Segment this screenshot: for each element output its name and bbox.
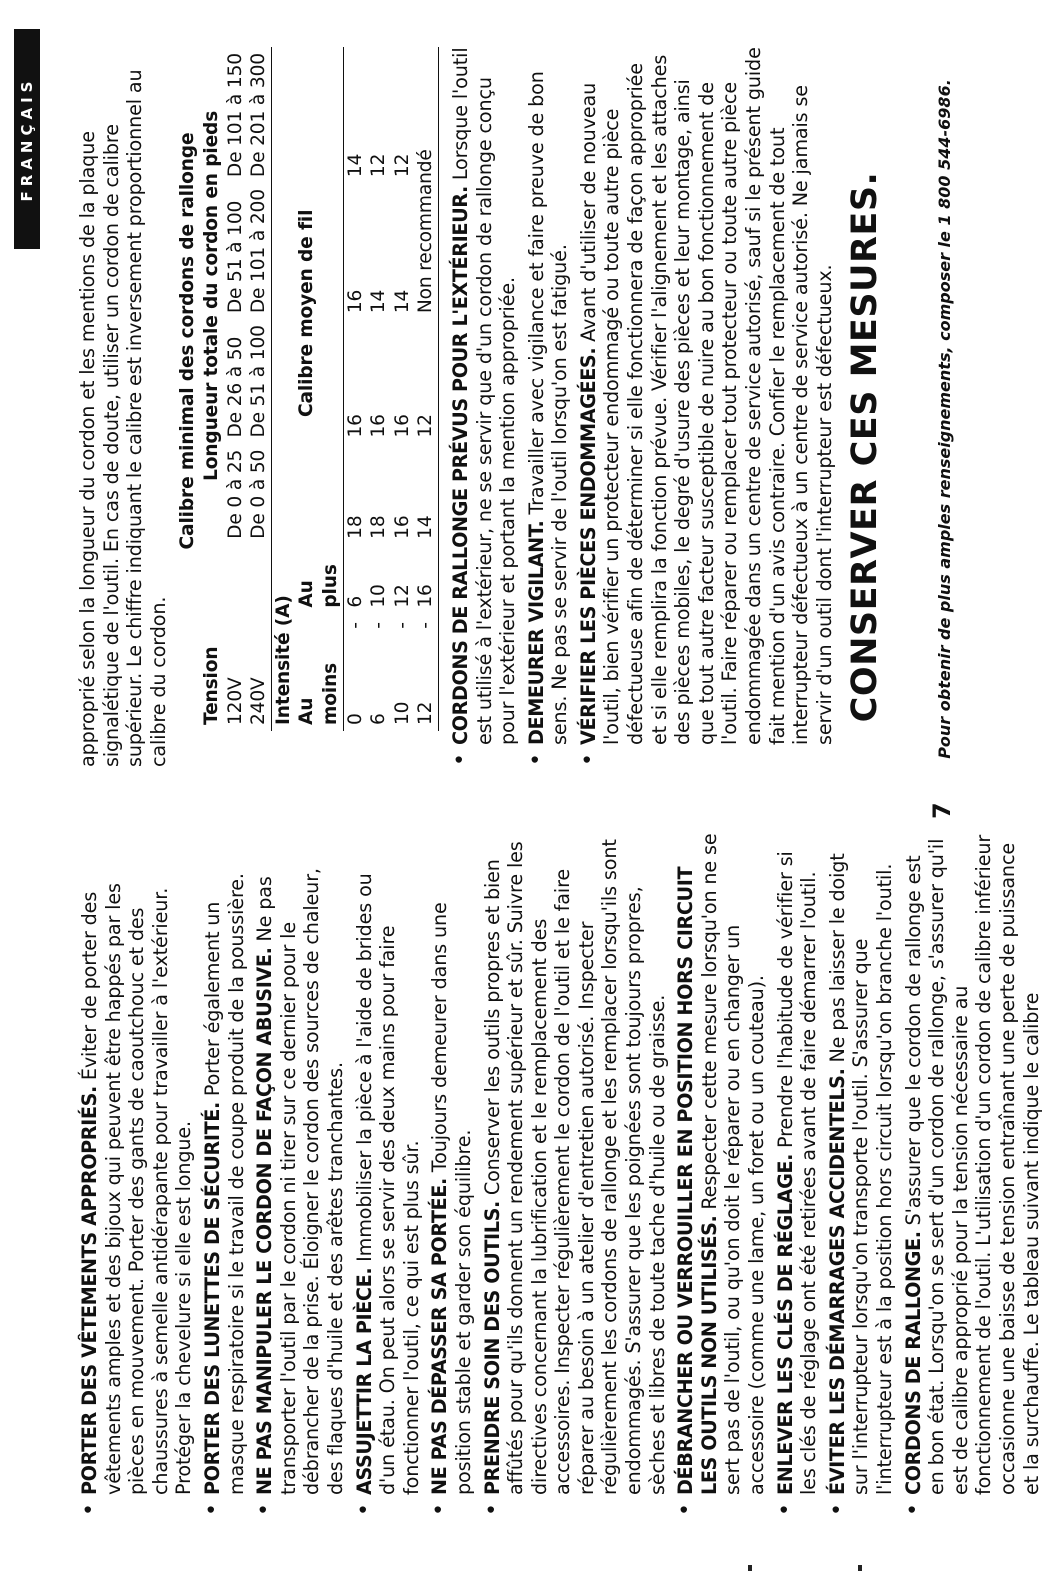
gauge-value: 16	[344, 414, 366, 438]
page-number: 7	[928, 802, 956, 819]
amp-max: 10	[368, 584, 390, 608]
bullet-icon: •	[772, 1503, 798, 1516]
gauge-label: Calibre moyen de fil	[296, 209, 318, 417]
amp-max: 12	[391, 584, 413, 608]
footer-note: Pour obtenir de plus amples renseignements, composer le 1 800 544-6986.	[935, 79, 954, 759]
item-title: CORDONS DE RALLONGE.	[901, 1231, 925, 1495]
amp-min: 12	[414, 637, 438, 731]
gauge-grid	[200, 47, 439, 731]
amp-max: 6	[344, 595, 366, 608]
item-text: Respecter cette mesure lorsqu'on ne se sert pas de l'outil, ou qu'on doit le réparer ou en changer un accessoire (comme une lame, un foret ou un couteau).	[697, 833, 769, 1495]
item-title: ÉVITER LES DÉMARRAGES ACCIDENTELS.	[825, 1068, 849, 1495]
left-item	[253, 833, 347, 1517]
range-240-1: De 0 à 50	[247, 444, 271, 545]
gauge-value: 16	[368, 414, 390, 438]
left-item	[201, 833, 248, 1517]
bullet-icon: •	[77, 1503, 102, 1516]
gauge-row	[343, 47, 367, 731]
bullet-icon: •	[575, 753, 601, 766]
bullet-icon: •	[199, 1503, 225, 1516]
gauge-value: 16	[391, 515, 413, 539]
voltage-120: 120V	[224, 677, 246, 725]
item-text: Avant d'utiliser de nouveau l'outil, bien vérifier un protecteur endommagé ou toute autre pièce défectueuse afin de déterminer si elle fonctionnera de façon appropriée et si elle remplira la fonction prévue. Vérifier l'alignement et les attaches des pièces mobiles, le degré d'usure des pièces et leur montage, ainsi que tout autre facteur susceptible de nuire au bon fonctionnement de l'outil. Faire réparer ou remplacer tout protecteur ou toute autre pièce endommagée dans un centre de service autorisé, sauf si le présent guide fait mention d'un avis contraire. Confier le remplacement de tout interrupteur défectueux à un centre de service autorisé. Ne jamais se servir d'un outil dont l'interrupteur est défectueux.	[576, 47, 836, 745]
item-text: Ne pas transporter l'outil par le cordon ni tirer sur ce dernier pour le débrancher de la prise. Éloigner le cordon des sources de chaleur, des flaques d'huile et des arêtes tranchantes.	[253, 868, 347, 1495]
bullet-icon: •	[523, 753, 549, 766]
gauge-value: 16	[344, 289, 366, 314]
gauge-row	[391, 47, 415, 731]
range-240-3: De 101 à 200	[247, 183, 271, 319]
gauge-value: 16	[391, 414, 413, 438]
range-240-2: De 51 à 100	[247, 319, 271, 443]
item-title: CORDONS DE RALLONGE PRÉVUS POUR L'EXTÉRIEUR.	[448, 186, 472, 745]
gauge-row	[414, 47, 438, 731]
left-item	[902, 833, 1044, 1517]
extension-cord-intro: approprié selon la longueur du cordon et les mentions de la plaque signalétique de l'outil. En cas de doute, utiliser un cordon de calibre supérieur. Le chiffre indiquant le calibre est inversement proportionnel au calibre du cordon.	[76, 69, 170, 767]
left-item	[774, 833, 821, 1517]
item-title: ENLEVER LES CLÉS DE RÉGLAGE.	[773, 1153, 797, 1495]
dash: -	[344, 622, 366, 629]
gauge-value: 14	[414, 444, 438, 545]
amp-label: Intensité (A)	[272, 595, 294, 725]
item-title: DÉBRANCHER OU VERROUILLER EN POSITION HORS CIRCUIT LES OUTILS NON UTILISÉS.	[674, 866, 721, 1495]
gauge-rows	[343, 47, 438, 731]
item-title: PORTER DES LUNETTES DE SÉCURITÉ.	[200, 1102, 224, 1495]
gauge-value: 18	[344, 515, 366, 539]
bullet-icon: •	[427, 1503, 453, 1516]
item-text: Immobiliser la pièce à l'aide de brides ou d'un étau. On peut alors se servir des deux mains pour faire fonctionner l'outil, ce qui est plus sûr.	[352, 873, 423, 1495]
amp-max: 16	[414, 545, 438, 614]
left-item	[428, 833, 475, 1517]
dash: -	[414, 614, 438, 638]
gauge-value: 12	[391, 153, 413, 178]
dash: -	[368, 622, 390, 629]
item-text: S'assurer que le cordon de rallonge est en bon état. Lorsqu'on se sert d'un cordon de rallonge, s'assurer qu'il est de calibre approprié pour la tension nécessaire au fonctionnement de l'outil. L'utilisation d'un cordon de calibre inférieur occasionne une baisse de tension entraînant une perte de puissance et la surchauffe. Le tableau suivant indique le calibre	[901, 834, 1043, 1495]
item-text: Lorsque l'outil est utilisé à l'extérieur, ne se servir que d'un cordon de rallonge conçu pour l'extérieur et portant la mention appropriée.	[448, 47, 520, 745]
right-item	[525, 47, 572, 767]
left-item	[674, 833, 768, 1517]
item-text: Porter également un masque respiratoire si le travail de coupe produit de la poussière.	[200, 873, 248, 1495]
item-title: PORTER DES VÊTEMENTS APPROPRIÉS.	[78, 1086, 101, 1495]
au-label-1: Au	[296, 697, 318, 725]
item-title: NE PAS MANIPULER LE CORDON DE FAÇON ABUSIVE.	[253, 947, 277, 1495]
au-label-2: Au	[296, 580, 318, 608]
right-items	[449, 47, 837, 767]
gauge-table-title: Calibre minimal des cordons de rallonge	[177, 132, 199, 550]
item-title: PRENDRE SOIN DES OUTILS.	[480, 1201, 504, 1495]
item-text: Conserver les outils propres et bien affûtés pour qu'ils donnent un rendement supérieur et sûr. Suivre les directives concernant la lubrification et le remplacement des accessoires. Inspecter régulièrement le cordon de l'outil et le faire réparer au besoin à un atelier d'entretien autorisé. Inspecter régulièrement les cordons de rallonge et les remplacer lorsqu'ils sont endommagés. S'assurer que les poignées sont toujours propres, sèches et libres de toute tache d'huile ou de graisse.	[480, 839, 669, 1495]
right-item	[449, 47, 520, 767]
gauge-table	[176, 47, 439, 731]
bullet-icon: •	[351, 1503, 377, 1516]
item-title: NE PAS DÉPASSER SA PORTÉE.	[428, 1178, 452, 1495]
bullet-icon: •	[824, 1503, 850, 1516]
amp-min: 0	[344, 713, 366, 725]
bullet-icon: •	[447, 753, 473, 766]
item-text: Travailler avec vigilance et faire preuve de bon sens. Ne pas se servir de l'outil lorsqu'on est fatigué.	[524, 71, 572, 745]
gauge-row	[367, 47, 391, 731]
item-text: Ne pas laisser le doigt sur l'interrupteur lorsqu'on transporte l'outil. S'assurer que l'interrupteur est à la position hors circuit lorsqu'on branche l'outil.	[825, 853, 896, 1495]
range-120-1: De 0 à 25	[224, 449, 246, 539]
item-title: ASSUJETTIR LA PIÈCE.	[352, 1267, 376, 1495]
amp-min: 6	[368, 713, 390, 725]
plus-label: plus	[319, 545, 343, 614]
item-text: Toujours demeurer dans une position stable et garder son équilibre.	[428, 902, 475, 1495]
bullet-icon: •	[479, 1503, 505, 1516]
amp-min: 10	[391, 701, 413, 725]
range-120-2: De 26 à 50	[224, 336, 246, 438]
gauge-value: 14	[368, 289, 390, 314]
scan-speck	[858, 1565, 862, 1571]
left-item	[78, 833, 196, 1517]
bullet-icon: •	[252, 1503, 278, 1516]
gauge-value: 12	[368, 153, 390, 178]
gauge-value: Non recommandé	[414, 47, 438, 319]
dash: -	[391, 622, 413, 629]
gauge-value: 14	[391, 289, 413, 314]
item-text: Éviter de porter des vêtements amples et des bijoux qui peuvent être happés par les pièces en mouvement. Porter des gants de caoutchouc et des chaussures à semelle antidérapante pour travailler à l'extérieur. Protéger la chevelure si elle est longue.	[78, 883, 196, 1495]
gauge-value: 12	[414, 319, 438, 443]
item-title: VÉRIFIER LES PIÈCES ENDOMMAGÉES.	[576, 347, 600, 745]
left-item	[481, 833, 670, 1517]
bullet-icon: •	[900, 1503, 926, 1516]
voltage-240: 240V	[247, 637, 271, 731]
left-item	[826, 833, 897, 1517]
tension-label: Tension	[200, 646, 222, 725]
gauge-value: 14	[344, 153, 366, 178]
conserve-heading: CONSERVER CES MESURES.	[845, 171, 886, 723]
range-240-4: De 201 à 300	[247, 47, 271, 183]
right-column	[76, 47, 886, 767]
length-header: Longueur totale du cordon en pieds	[200, 110, 222, 481]
left-item	[353, 833, 424, 1517]
language-tab: FRANÇAIS	[14, 29, 40, 249]
moins-label: moins	[319, 637, 343, 731]
right-item	[577, 47, 837, 767]
left-column	[78, 833, 1048, 1517]
item-title: DEMEURER VIGILANT.	[524, 520, 548, 745]
scan-speck	[748, 1565, 752, 1571]
item-text: Prendre l'habitude de vérifier si les clés de réglage ont été retirées avant de faire démarrer l'outil.	[773, 851, 821, 1495]
range-120-4: De 101 à 150	[224, 53, 246, 178]
gauge-value: 18	[368, 515, 390, 539]
range-120-3: De 51 à 100	[224, 200, 246, 314]
bullet-icon: •	[673, 1503, 699, 1516]
